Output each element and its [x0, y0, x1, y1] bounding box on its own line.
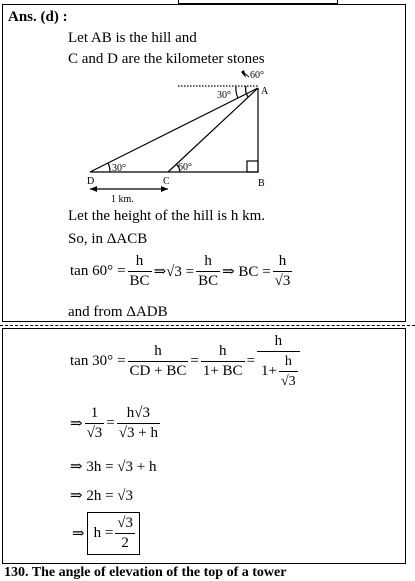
label-C: C: [163, 176, 170, 187]
step-3: ⇒ 2h = √3: [70, 488, 134, 504]
label-60-bottom: 60°: [178, 162, 192, 173]
label-D: D: [87, 176, 95, 187]
hill-diagram: [0, 0, 415, 215]
label-B: B: [258, 178, 265, 189]
label-30-bottom: 30°: [112, 163, 126, 174]
step-4: ⇒ h = $\frac{√3}{2}$: [70, 512, 140, 555]
dashed-separator: [0, 325, 415, 326]
answer-heading: Ans. (d) :: [8, 9, 68, 25]
label-60-top: 60°: [250, 70, 264, 81]
next-question-fragment: 130. The angle of elevation of the top of a tower: [4, 565, 287, 580]
equation-1: tan 60° = $\frac{h}{BC}$ ⇒√3 = $\frac{h}{BC}$ ⇒ BC = $\frac{h}{√3}$: [70, 253, 291, 289]
sightline-CA: [168, 88, 258, 172]
step-2: ⇒ 3h = √3 + h: [70, 459, 157, 475]
label-distance: 1 km.: [111, 194, 134, 205]
so-line: So, in ΔACB: [68, 231, 148, 247]
height-line: Let the height of the hill is h km.: [68, 208, 266, 224]
sightline-DA: [90, 88, 258, 172]
label-30-top: 30°: [217, 90, 231, 101]
angle-arc-30-top: [236, 86, 238, 98]
angle-arc-60-top: [246, 86, 248, 97]
intro-line-1: Let AB is the hill and: [68, 30, 197, 46]
intro-line-2: C and D are the kilometer stones: [68, 51, 265, 67]
equation-2: tan 30° = $\frac{h}{CD + BC}$ = $\frac{h}{1+ BC}$ = h 1+ $\frac{h}{√3}$: [68, 333, 300, 390]
from-line: and from ΔADB: [68, 304, 168, 320]
step-1: ⇒ $\frac{1}{√3}$ = $\frac{h√3}{√3 + h}$: [70, 405, 158, 441]
angle-arc-30-bottom: [108, 163, 110, 172]
label-A: A: [261, 86, 269, 97]
final-answer-box: h = $\frac{√3}{2}$: [87, 512, 140, 555]
right-angle-mark: [247, 161, 258, 172]
